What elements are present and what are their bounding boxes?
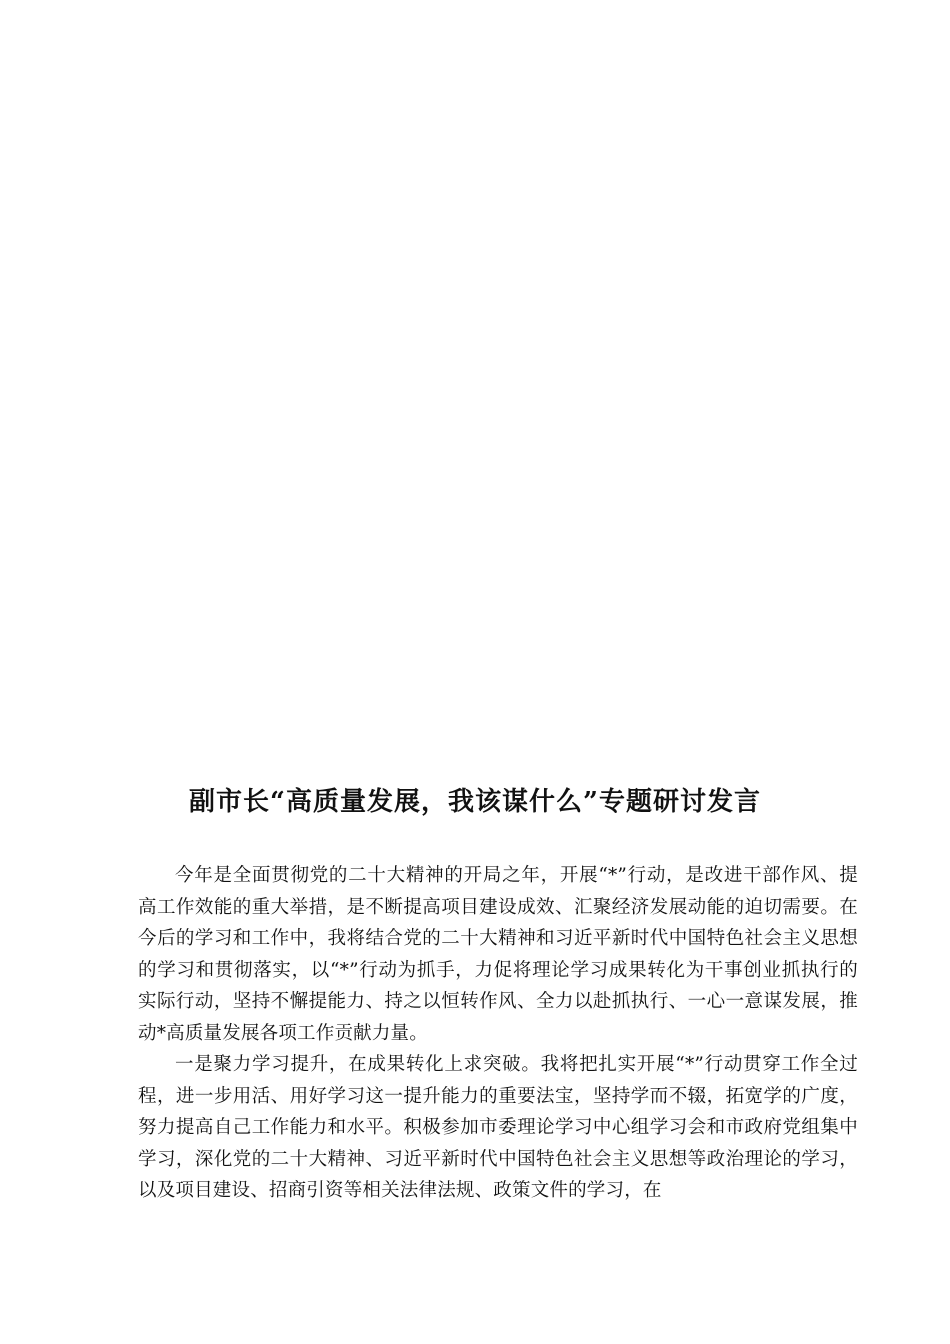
paragraph-point-one: 一是聚力学习提升，在成果转化上求突破。我将把扎实开展“*”行动贯穿工作全过程，进一步用活、用好学习这一提升能力的重要法宝，坚持学而不辍，拓宽学的广度，努力提高自己工作能力和水平。积极参加市委理论学习中心组学习会和市政府党组集中学习，深化党的二十大精神、习近平新时代中国特色社会主义思想等政治理论的学习，以及项目建设、招商引资等相关法律法规、政策文件的学习，在	[138, 1054, 858, 1201]
document-title: 副市长“高质量发展，我该谋什么”专题研讨发言	[189, 787, 761, 817]
paragraph-intro: 今年是全面贯彻党的二十大精神的开局之年，开展“*”行动，是改进干部作风、提高工作效能的重大举措，是不断提高项目建设成效、汇聚经济发展动能的迫切需要。在今后的学习和工作中，我将结合党的二十大精神和习近平新时代中国特色社会主义思想的学习和贯彻落实，以“*”行动为抓手，力促将理论学习成果转化为干事创业抓执行的实际行动，坚持不懈提能力、持之以恒转作风、全力以赴抓执行、一心一意谋发展，推动*高质量发展各项工作贡献力量。	[138, 865, 858, 1044]
document-body	[138, 860, 858, 1207]
